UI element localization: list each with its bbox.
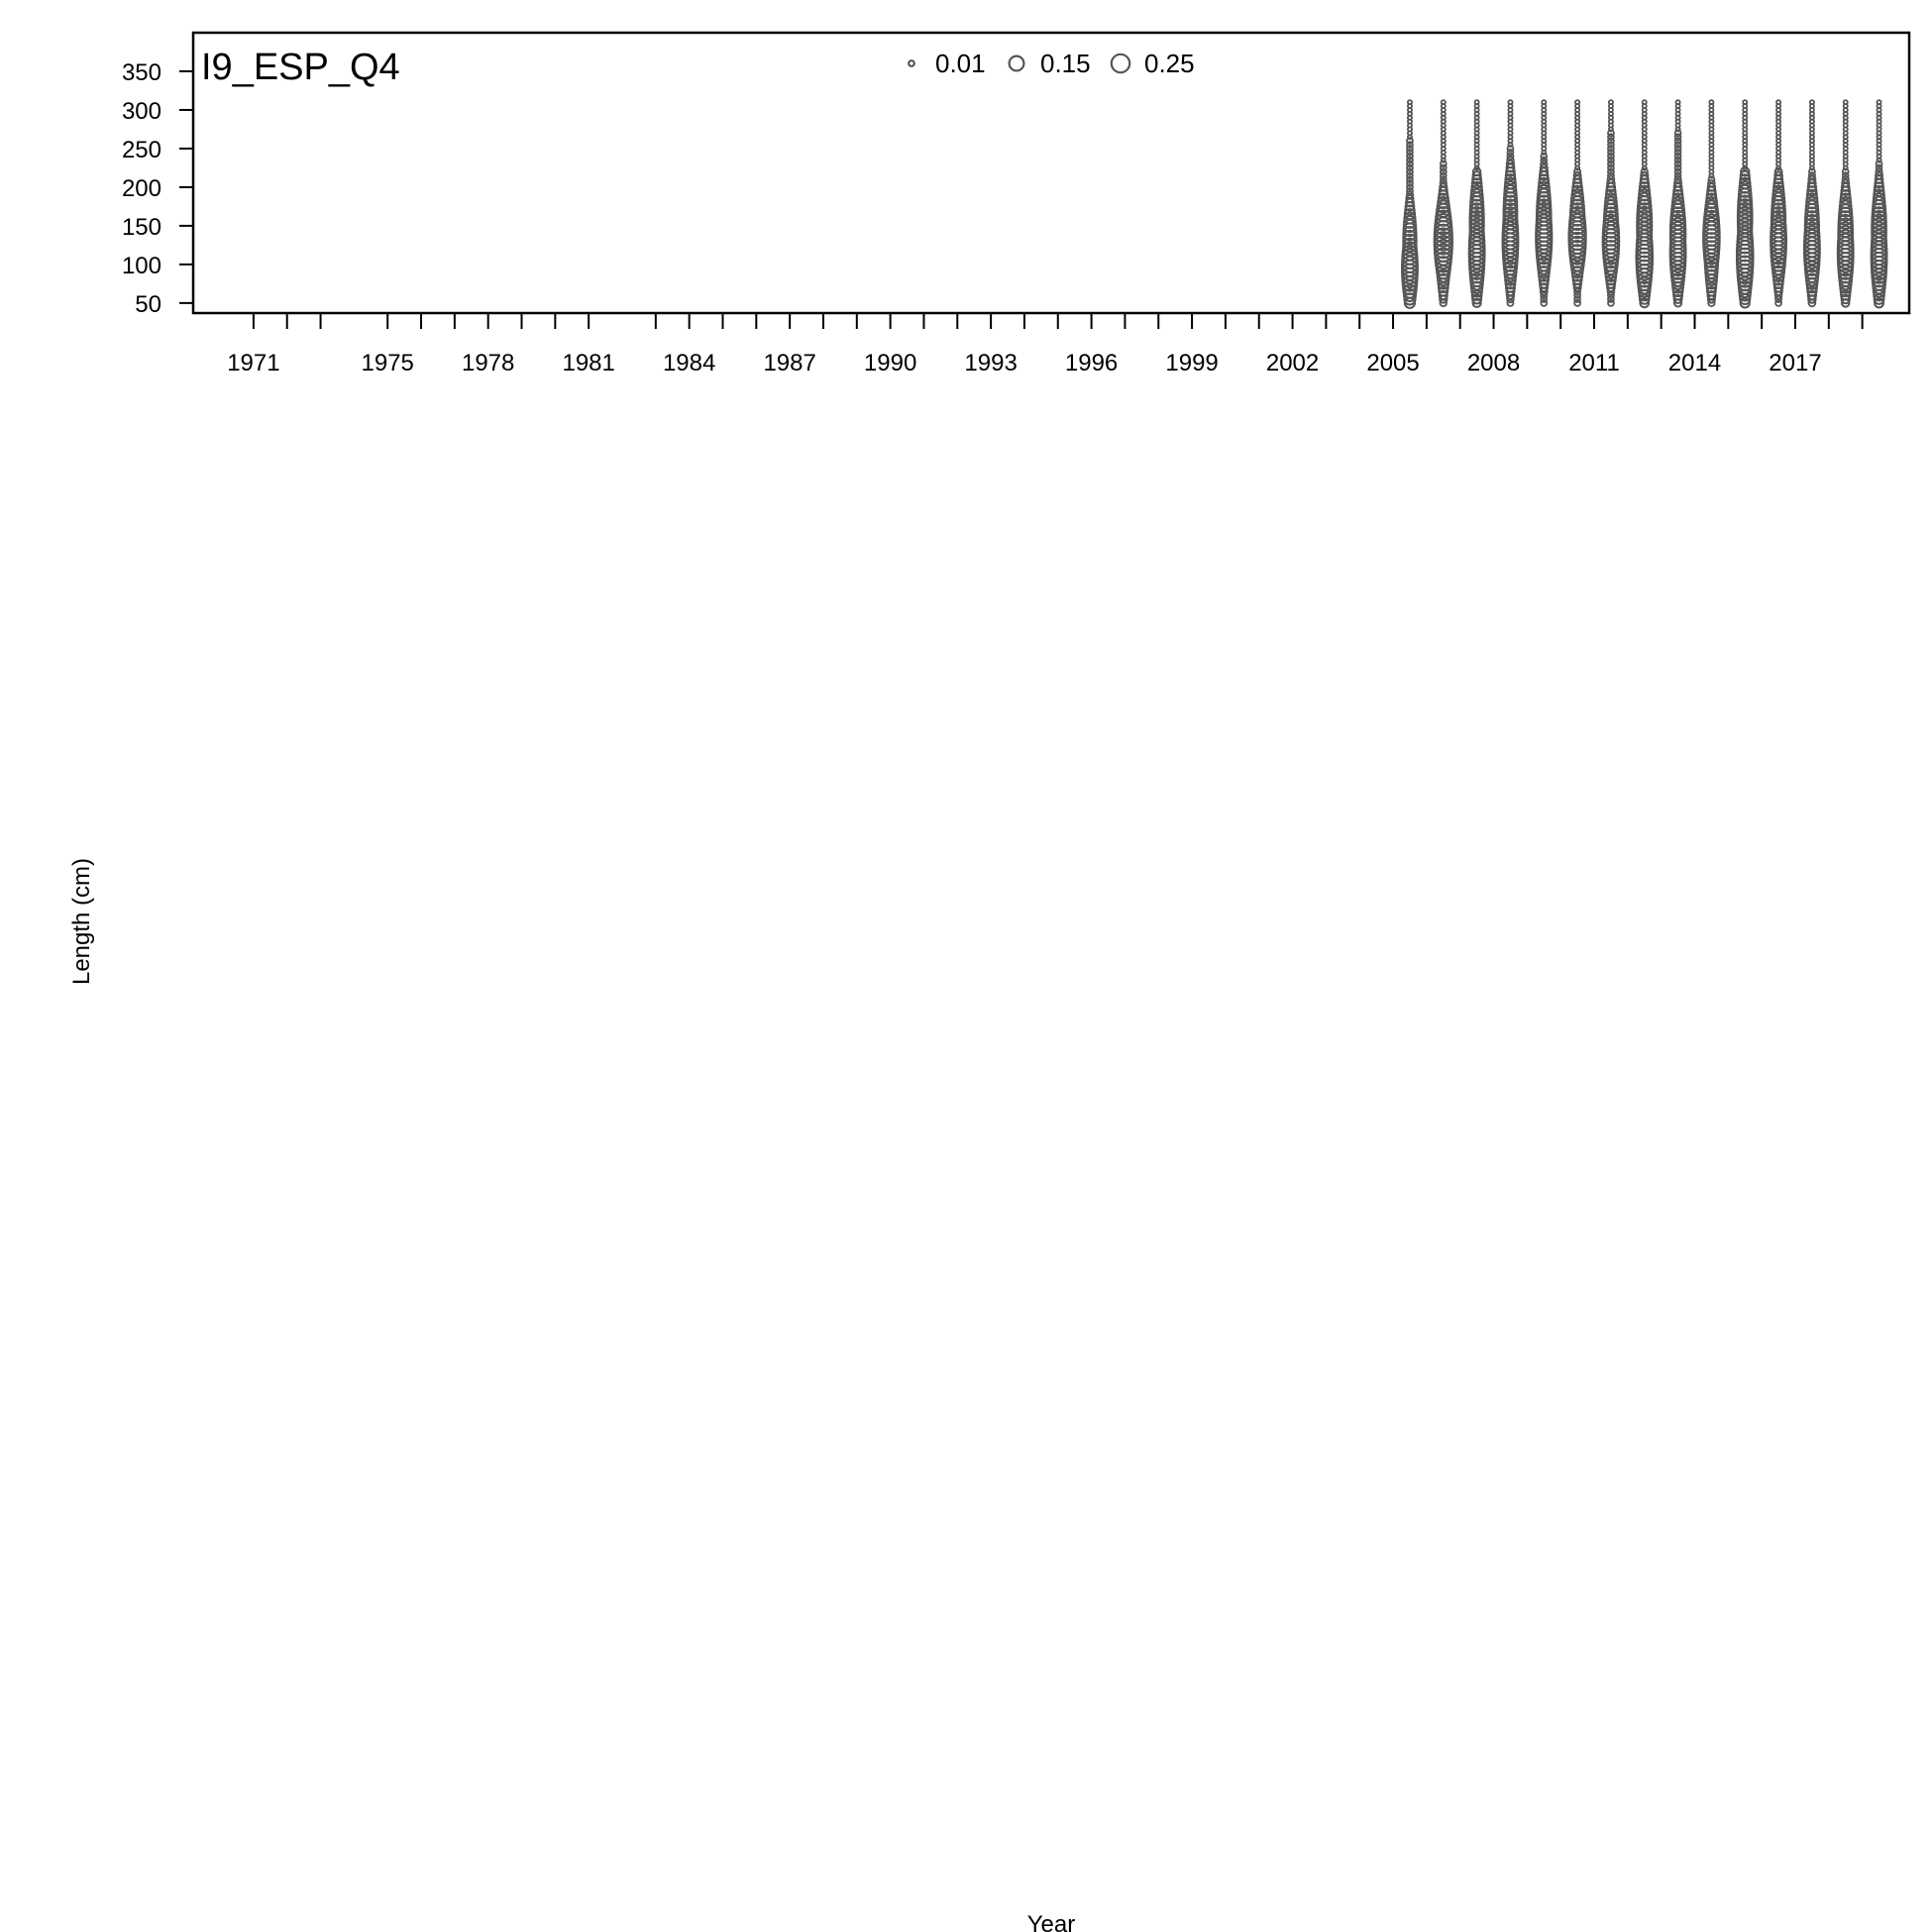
data-bubble [1844, 100, 1848, 104]
data-bubble [1810, 100, 1814, 104]
x-tick-label: 2017 [1769, 350, 1822, 376]
data-bubble [1743, 100, 1747, 104]
data-bubble [1442, 100, 1446, 104]
x-tick-label: 2002 [1265, 350, 1320, 376]
y-tick-label: 100 [121, 252, 161, 279]
y-tick-label: 50 [135, 290, 161, 318]
x-axis [227, 313, 1862, 376]
legend-bubble [909, 60, 914, 66]
x-tick-label: 1999 [1165, 350, 1219, 376]
y-tick-label: 150 [121, 213, 161, 241]
x-tick-label: 1993 [964, 350, 1018, 376]
x-tick-label: 1971 [227, 350, 280, 376]
y-axis-title: Length (cm) [68, 857, 95, 986]
data-bubble [1408, 100, 1412, 104]
data-bubble [1676, 100, 1680, 104]
x-tick-label: 1987 [763, 350, 816, 376]
legend-label: 0.15 [1040, 49, 1091, 78]
x-tick-label: 2008 [1466, 350, 1521, 376]
x-tick-label: 1984 [662, 350, 716, 376]
x-tick-label: 1975 [361, 350, 414, 376]
data-bubble [1877, 100, 1880, 104]
data-bubble [1575, 100, 1579, 104]
legend-bubble [1010, 56, 1024, 71]
x-tick-label: 2014 [1667, 350, 1722, 376]
y-tick-label: 350 [121, 58, 161, 86]
data-bubble [1709, 100, 1713, 104]
x-tick-label: 2011 [1568, 350, 1620, 376]
x-tick-label: 1981 [562, 350, 615, 376]
legend [909, 49, 1194, 78]
legend-label: 0.25 [1144, 49, 1195, 78]
data-bubble [1776, 100, 1780, 104]
legend-bubble [1112, 54, 1129, 72]
data-bubble [1542, 100, 1546, 104]
x-tick-label: 2005 [1366, 350, 1420, 376]
x-tick-label: 1978 [461, 350, 515, 376]
data-bubble [1475, 100, 1479, 104]
data-bubble [1508, 100, 1512, 104]
y-tick-label: 250 [121, 136, 161, 163]
y-axis [122, 59, 193, 318]
legend-label: 0.01 [935, 49, 986, 78]
data-bubble [1609, 100, 1613, 104]
data-bubble [1643, 100, 1647, 104]
x-axis-title: Year [1026, 1911, 1076, 1932]
y-tick-label: 200 [121, 174, 161, 202]
bubble-series [1402, 100, 1887, 308]
x-tick-label: 1996 [1064, 350, 1119, 376]
y-tick-label: 300 [121, 97, 161, 125]
panel-title: I9_ESP_Q4 [201, 47, 400, 88]
x-tick-label: 1990 [863, 350, 917, 376]
